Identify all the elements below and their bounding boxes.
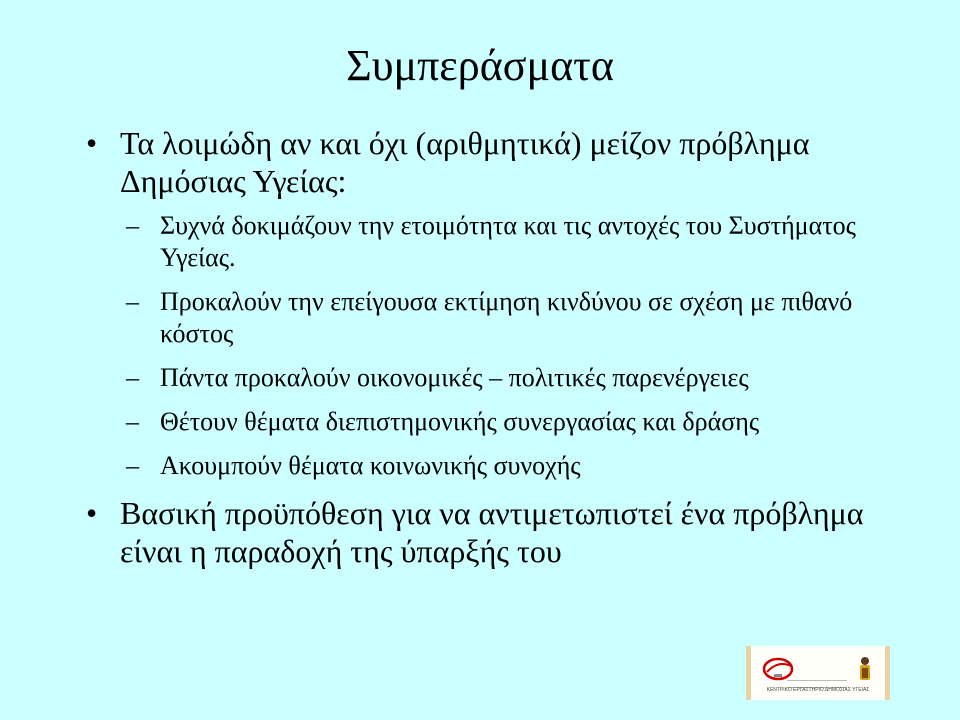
sub-bullet-item: [126, 210, 886, 274]
slide-title: Συμπεράσματα: [346, 41, 614, 90]
sub-bullet-text: Ακουμπούν θέματα κοινωνικής συνοχής: [160, 451, 581, 480]
sub-bullet-item: [126, 362, 886, 394]
dash-marker: –: [126, 451, 139, 480]
sub-bullet-text: Προκαλούν την επείγουσα εκτίμηση κινδύνου σε σχέση με πιθανό κόστος: [160, 287, 853, 348]
sub-bullet-item: [126, 406, 886, 438]
bullet-marker: •: [86, 125, 98, 161]
sub-bullet-text: Πάντα προκαλούν οικονομικές – πολιτικές παρενέργειες: [160, 363, 749, 392]
bullet-text: Τα λοιμώδη αν και όχι (αριθμητικά) μείζον πρόβλημα Δημόσιας Υγείας:: [120, 125, 810, 199]
bullet-text: Βασική προϋπόθεση για να αντιμετωπιστεί ένα πρόβλημα είναι η παραδοχή της ύπαρξής του: [120, 495, 864, 569]
dash-marker: –: [126, 363, 139, 392]
sub-bullet-text: Θέτουν θέματα διεπιστημονικής συνεργασίας και δράσης: [160, 407, 760, 436]
sub-bullet-list: [86, 210, 886, 482]
organization-logo: [746, 646, 890, 700]
sub-bullet-item: [126, 450, 886, 482]
dash-marker: –: [126, 407, 139, 436]
dash-marker: –: [126, 211, 139, 240]
bullet-list: [86, 124, 886, 570]
bullet-item: [86, 494, 886, 570]
sub-bullet-text: Συχνά δοκιμάζουν την ετοιμότητα και τις αντοχές του Συστήματος Υγείας.: [160, 211, 856, 272]
sub-bullet-item: [126, 286, 886, 350]
bullet-item: [86, 124, 886, 200]
logo-caption: ΚΕΝΤΡΙΚΟ ΕΡΓΑΣΤΗΡΙΟ ΔΗΜΟΣΙΑΣ ΥΓΕΙΑΣ: [766, 687, 870, 693]
bullet-marker: •: [86, 495, 98, 531]
figure-icon: [857, 656, 873, 682]
dash-marker: –: [126, 287, 139, 316]
